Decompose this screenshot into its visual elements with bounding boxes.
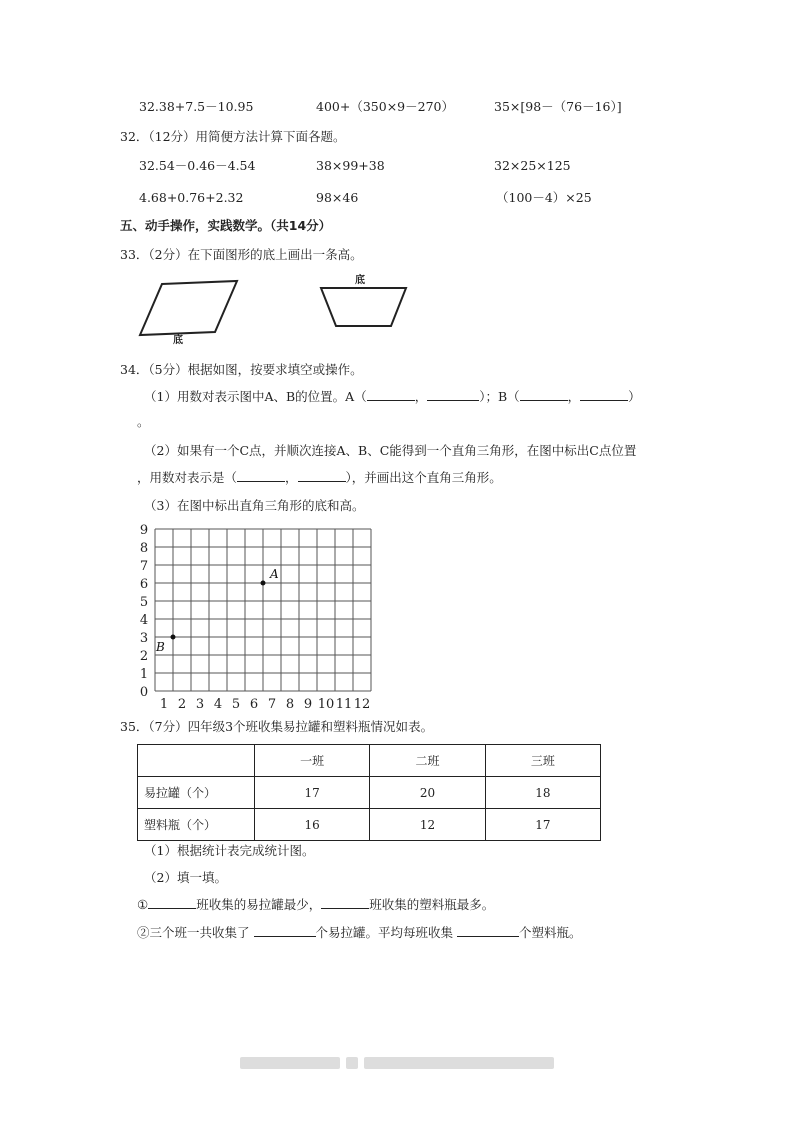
answer-blank[interactable] bbox=[237, 469, 285, 482]
table-header-row bbox=[138, 745, 601, 777]
x-tick-label: 9 bbox=[303, 697, 313, 712]
q35-fill-text: 班收集的塑料瓶最多。 bbox=[369, 897, 495, 912]
table-cell: 17 bbox=[485, 809, 600, 841]
answer-blank[interactable] bbox=[321, 896, 369, 909]
answer-blank[interactable] bbox=[367, 388, 415, 401]
q34-part2-text: ），并画出这个直角三角形。 bbox=[345, 470, 502, 485]
row-label: 易拉罐（个） bbox=[138, 777, 255, 809]
table-header-cell: 二班 bbox=[370, 745, 485, 777]
footer-watermark bbox=[240, 1057, 340, 1069]
expr-2: 400+（350×9－270） bbox=[316, 99, 454, 114]
point-b bbox=[171, 635, 176, 640]
q32-expr: （100－4）×25 bbox=[496, 190, 592, 205]
answer-blank[interactable] bbox=[148, 896, 196, 909]
y-tick-label: 4 bbox=[139, 613, 149, 628]
q35-fill-text: 个易拉罐。平均每班收集 bbox=[315, 925, 454, 940]
q35-fill1 bbox=[137, 896, 494, 913]
answer-blank[interactable] bbox=[580, 388, 628, 401]
stats-table bbox=[137, 744, 601, 841]
point-a bbox=[261, 581, 266, 586]
q35-part1: （1）根据统计表完成统计图。 bbox=[144, 843, 315, 858]
x-tick-label: 8 bbox=[285, 697, 295, 712]
x-tick-label: 2 bbox=[177, 697, 187, 712]
q34-part2-line2 bbox=[137, 469, 502, 486]
x-tick-label: 7 bbox=[267, 697, 277, 712]
expr-3: 35×[98－（76－16）] bbox=[494, 99, 622, 114]
q32-expr: 4.68+0.76+2.32 bbox=[139, 190, 244, 205]
table-header-cell: 三班 bbox=[485, 745, 600, 777]
q35-fill-text: ②三个班一共收集了 bbox=[137, 925, 250, 940]
point-a-label: A bbox=[270, 567, 279, 581]
table-row bbox=[138, 777, 601, 809]
y-tick-label: 1 bbox=[139, 667, 149, 682]
y-tick-label: 9 bbox=[139, 523, 149, 538]
q35-fill-text: 班收集的易拉罐最少， bbox=[196, 897, 322, 912]
comma: ， bbox=[414, 389, 428, 404]
comma: ， bbox=[567, 389, 581, 404]
footer-watermark bbox=[364, 1057, 554, 1069]
parallelogram-base-label: 底 bbox=[173, 335, 183, 346]
x-tick-label: 11 bbox=[335, 697, 353, 712]
coordinate-grid bbox=[130, 520, 390, 716]
table-row bbox=[138, 809, 601, 841]
section-heading: 五、动手操作，实践数学。（共14分） bbox=[120, 218, 332, 233]
table-cell: 18 bbox=[485, 777, 600, 809]
q34-title: 34．（5分）根据如图，按要求填空或操作。 bbox=[120, 362, 363, 377]
answer-blank[interactable] bbox=[427, 388, 479, 401]
q34-part1-text: ）；B（ bbox=[479, 389, 520, 404]
table-header-cell: 一班 bbox=[255, 745, 370, 777]
expr-1: 32.38+7.5－10.95 bbox=[139, 99, 254, 114]
y-tick-label: 8 bbox=[139, 541, 149, 556]
x-tick-label: 1 bbox=[159, 697, 169, 712]
y-tick-label: 7 bbox=[139, 559, 149, 574]
q34-period: 。 bbox=[137, 414, 150, 429]
x-tick-label: 3 bbox=[195, 697, 205, 712]
x-tick-label: 12 bbox=[353, 697, 371, 712]
point-b-label: B bbox=[156, 640, 165, 654]
table-cell: 12 bbox=[370, 809, 485, 841]
q32-expr: 98×46 bbox=[316, 190, 359, 205]
table-header-cell bbox=[138, 745, 255, 777]
q32-expr: 32×25×125 bbox=[494, 158, 571, 173]
x-tick-label: 4 bbox=[213, 697, 223, 712]
row-label: 塑料瓶（个） bbox=[138, 809, 255, 841]
q32-expr: 32.54－0.46－4.54 bbox=[139, 158, 256, 173]
circled-number: ① bbox=[137, 897, 149, 912]
answer-blank[interactable] bbox=[298, 469, 346, 482]
q35-part2: （2）填一填。 bbox=[144, 870, 227, 885]
table-cell: 17 bbox=[255, 777, 370, 809]
y-tick-label: 5 bbox=[139, 595, 149, 610]
x-tick-label: 5 bbox=[231, 697, 241, 712]
answer-blank[interactable] bbox=[520, 388, 568, 401]
parallelogram-figure bbox=[130, 272, 250, 352]
q34-part1-text: ） bbox=[628, 389, 641, 404]
y-tick-label: 3 bbox=[139, 631, 149, 646]
x-tick-label: 10 bbox=[317, 697, 335, 712]
q34-part2: （2）如果有一个C点，并顺次连接A、B、C能得到一个直角三角形，在图中标出C点位置 bbox=[144, 443, 637, 458]
trapezoid-base-label: 底 bbox=[355, 275, 365, 286]
table-cell: 20 bbox=[370, 777, 485, 809]
answer-blank[interactable] bbox=[254, 924, 316, 937]
q32-title: 32．（12分）用简便方法计算下面各题。 bbox=[120, 129, 346, 144]
y-tick-label: 2 bbox=[139, 649, 149, 664]
q32-expr: 38×99+38 bbox=[316, 158, 385, 173]
trapezoid-figure bbox=[315, 282, 415, 332]
q34-part1 bbox=[144, 388, 641, 405]
answer-blank[interactable] bbox=[457, 924, 519, 937]
q35-fill2 bbox=[137, 924, 582, 941]
table-cell: 16 bbox=[255, 809, 370, 841]
footer-watermark bbox=[346, 1057, 358, 1069]
y-tick-label: 0 bbox=[139, 685, 149, 700]
q33-title: 33．（2分）在下面图形的底上画出一条高。 bbox=[120, 247, 363, 262]
q34-part3: （3）在图中标出直角三角形的底和高。 bbox=[144, 498, 365, 513]
x-tick-label: 6 bbox=[249, 697, 259, 712]
q34-part1-text: （1）用数对表示图中A、B的位置。A（ bbox=[144, 389, 367, 404]
q34-part2-text: ，用数对表示是（ bbox=[137, 470, 238, 485]
q35-fill-text: 个塑料瓶。 bbox=[519, 925, 582, 940]
q35-title: 35．（7分）四年级3个班收集易拉罐和塑料瓶情况如表。 bbox=[120, 719, 434, 734]
comma: ， bbox=[285, 470, 298, 485]
y-tick-label: 6 bbox=[139, 577, 149, 592]
